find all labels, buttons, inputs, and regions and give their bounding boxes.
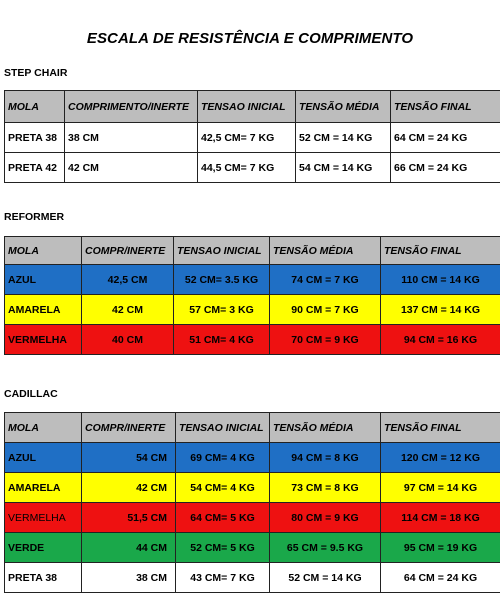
table-cell: 70 CM = 9 KG — [270, 325, 381, 355]
cadillac-table — [4, 412, 500, 593]
table-cell: 95 CM = 19 KG — [381, 533, 500, 563]
table-row — [5, 153, 500, 183]
table-cell: 54 CM — [82, 443, 176, 473]
table-cell: 54 CM = 14 KG — [296, 153, 391, 183]
table-cell: 137 CM = 14 KG — [381, 295, 500, 325]
header-cell: MOLA — [5, 237, 82, 265]
table-cell: 64 CM= 5 KG — [176, 503, 270, 533]
header-cell: TENSAO INICIAL — [174, 237, 270, 265]
table-cell: 42 CM — [82, 295, 174, 325]
table-cell: 52 CM= 5 KG — [176, 533, 270, 563]
table-cell: 42 CM — [65, 153, 198, 183]
page-title: ESCALA DE RESISTÊNCIA E COMPRIMENTO — [86, 30, 414, 47]
header-cell: TENSÃO MÉDIA — [270, 237, 381, 265]
table-cell: VERMELHA — [5, 325, 82, 355]
table-cell: PRETA 38 — [5, 123, 65, 153]
header-cell: TENSÃO FINAL — [381, 413, 500, 443]
step-chair-table — [4, 90, 500, 183]
table-cell: 94 CM = 8 KG — [270, 443, 381, 473]
table-cell: 43 CM= 7 KG — [176, 563, 270, 593]
table-cell: 74 CM = 7 KG — [270, 265, 381, 295]
table-cell: 44,5 CM= 7 KG — [198, 153, 296, 183]
table-cell: AMARELA — [5, 473, 82, 503]
table-cell: 38 CM — [82, 563, 176, 593]
table-header-row — [5, 91, 500, 123]
header-cell: TENSÃO MÉDIA — [296, 91, 391, 123]
table-cell: 52 CM = 14 KG — [296, 123, 391, 153]
table-cell: 65 CM = 9.5 KG — [270, 533, 381, 563]
table-row — [5, 295, 500, 325]
table-row — [5, 443, 500, 473]
table-row — [5, 563, 500, 593]
table-cell: 51 CM= 4 KG — [174, 325, 270, 355]
table-cell: AZUL — [5, 265, 82, 295]
table-cell: 90 CM = 7 KG — [270, 295, 381, 325]
section-label-step-chair: STEP CHAIR — [4, 67, 68, 79]
table-cell: AZUL — [5, 443, 82, 473]
section-label-cadillac: CADILLAC — [4, 388, 58, 400]
section-label-reformer: REFORMER — [4, 211, 65, 223]
table-cell: 97 CM = 14 KG — [381, 473, 500, 503]
header-cell: TENSAO INICIAL — [198, 91, 296, 123]
table-header-row — [5, 413, 500, 443]
header-cell: TENSÃO FINAL — [381, 237, 500, 265]
table-cell: 80 CM = 9 KG — [270, 503, 381, 533]
header-cell: TENSAO INICIAL — [176, 413, 270, 443]
header-cell: TENSÃO MÉDIA — [270, 413, 381, 443]
table-row — [5, 123, 500, 153]
table-cell: 64 CM = 24 KG — [391, 123, 500, 153]
table-cell: 64 CM = 24 KG — [381, 563, 500, 593]
table-cell: 40 CM — [82, 325, 174, 355]
header-cell: MOLA — [5, 413, 82, 443]
table-cell: AMARELA — [5, 295, 82, 325]
header-cell: COMPR/INERTE — [82, 237, 174, 265]
table-cell: 42 CM — [82, 473, 176, 503]
header-cell: COMPRIMENTO/INERTE — [65, 91, 198, 123]
table-cell: 114 CM = 18 KG — [381, 503, 500, 533]
table-cell: 42,5 CM= 7 KG — [198, 123, 296, 153]
table-cell: VERDE — [5, 533, 82, 563]
table-cell: 57 CM= 3 KG — [174, 295, 270, 325]
table-cell: 42,5 CM — [82, 265, 174, 295]
table-cell: 69 CM= 4 KG — [176, 443, 270, 473]
table-cell: 94 CM = 16 KG — [381, 325, 500, 355]
table-cell: PRETA 42 — [5, 153, 65, 183]
table-cell: VERMELHA — [5, 503, 82, 533]
table-cell: 54 CM= 4 KG — [176, 473, 270, 503]
header-cell: MOLA — [5, 91, 65, 123]
table-cell: 38 CM — [65, 123, 198, 153]
table-row — [5, 473, 500, 503]
table-row — [5, 325, 500, 355]
header-cell: TENSÃO FINAL — [391, 91, 500, 123]
table-row — [5, 533, 500, 563]
table-cell: 120 CM = 12 KG — [381, 443, 500, 473]
header-cell: COMPR/INERTE — [82, 413, 176, 443]
table-cell: 66 CM = 24 KG — [391, 153, 500, 183]
table-cell: 110 CM = 14 KG — [381, 265, 500, 295]
table-cell: PRETA 38 — [5, 563, 82, 593]
table-row — [5, 265, 500, 295]
table-cell: 52 CM = 14 KG — [270, 563, 381, 593]
table-cell: 44 CM — [82, 533, 176, 563]
table-cell: 52 CM= 3.5 KG — [174, 265, 270, 295]
table-cell: 51,5 CM — [82, 503, 176, 533]
table-header-row — [5, 237, 500, 265]
reformer-table — [4, 236, 500, 355]
table-cell: 73 CM = 8 KG — [270, 473, 381, 503]
table-row — [5, 503, 500, 533]
